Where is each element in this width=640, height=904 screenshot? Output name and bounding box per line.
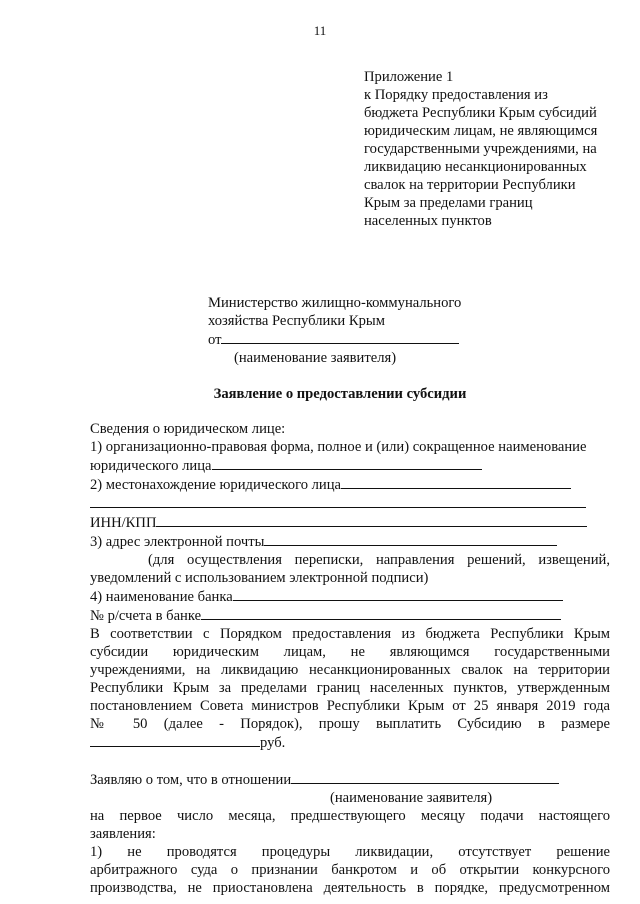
item-3-label: 3) адрес электронной почты — [90, 534, 265, 550]
item-1-text: 1) организационно-правовая форма, полное и (или) сокращенное наименование — [90, 439, 587, 455]
email-blank[interactable] — [264, 532, 557, 546]
applicant-name-blank[interactable] — [221, 330, 459, 344]
item-4-label: 4) наименование банка — [90, 589, 233, 605]
paragraph-line: Республики Крым за пределами границ населенных пунктов, утвержденным — [90, 680, 610, 696]
paragraph-line: арбитражного суда о признании банкротом и об открытии конкурсного — [90, 862, 610, 878]
declare-applicant-blank[interactable] — [291, 770, 559, 784]
account-label: № р/счета в банке — [90, 608, 202, 624]
page-number: 11 — [313, 23, 327, 38]
appendix-line: государственными учреждениями, на — [364, 141, 597, 157]
paragraph-line: постановлением Совета министров Республики Крым от 25 января 2019 года — [90, 698, 610, 714]
legal-entity-heading: Сведения о юридическом лице: — [90, 421, 286, 437]
inn-label: ИНН/КПП — [90, 515, 157, 531]
addressee-line: хозяйства Республики Крым — [208, 313, 385, 329]
applicant-caption: (наименование заявителя) — [234, 350, 397, 366]
account-line — [90, 606, 610, 625]
paragraph-line: учреждениями, на ликвидацию несанкционированных свалок на территории — [90, 662, 610, 678]
appendix-line: юридическим лицам, не являющимся — [364, 123, 598, 139]
appendix-line: свалок на территории Республики — [364, 177, 576, 193]
bank-blank[interactable] — [233, 587, 563, 601]
location-blank-2[interactable] — [90, 494, 586, 508]
declare-label: Заявляю о том, что в отношении — [90, 772, 292, 788]
addressee-line: Министерство жилищно-коммунального — [208, 295, 462, 311]
document-title: Заявление о предоставлении субсидии — [213, 386, 467, 402]
paragraph-line: № 50 (далее - Порядок), прошу выплатить Субсидию в размере — [90, 716, 610, 732]
rub-label: руб. — [260, 735, 286, 751]
paragraph-line: 1) не проводятся процедуры ликвидации, отсутствует решение — [90, 844, 610, 860]
from-label: от — [208, 332, 222, 348]
appendix-line: Приложение 1 — [364, 69, 454, 85]
appendix-line: населенных пунктов — [364, 213, 492, 229]
inn-blank[interactable] — [156, 513, 587, 527]
inn-line — [90, 513, 610, 532]
amount-line — [90, 733, 610, 752]
appendix-line: к Порядку предоставления из — [364, 87, 548, 103]
item-3-line — [90, 532, 610, 551]
paragraph-line: заявления: — [90, 826, 156, 842]
paragraph-line: производства, не приостановлена деятельность в порядке, предусмотренном — [90, 880, 610, 896]
paragraph-line: В соответствии с Порядком предоставления из бюджета Республики Крым — [90, 626, 610, 642]
item-3-note-cont: уведомлений с использованием электронной подписи) — [90, 570, 429, 586]
entity-name-blank[interactable] — [212, 456, 482, 470]
appendix-line: ликвидацию несанкционированных — [364, 159, 587, 175]
item-4-line — [90, 587, 610, 606]
declare-line — [90, 770, 610, 789]
appendix-line: бюджета Республики Крым субсидий — [364, 105, 597, 121]
amount-blank[interactable] — [90, 733, 260, 747]
paragraph-line: на первое число месяца, предшествующего месяцу подачи настоящего — [90, 808, 610, 824]
item-2-label: 2) местонахождение юридического лица — [90, 477, 342, 493]
appendix-line: Крым за пределами границ — [364, 195, 533, 211]
paragraph-line: субсидии юридическим лицам, не являющимся государственными — [90, 644, 610, 660]
item-2-line — [90, 475, 610, 494]
addressee-block — [208, 294, 461, 367]
item-1-label: юридического лица — [90, 458, 212, 474]
appendix-header — [364, 68, 624, 230]
declare-caption: (наименование заявителя) — [330, 790, 493, 806]
application-form — [90, 420, 610, 897]
spacer — [90, 752, 610, 770]
from-line — [208, 330, 461, 349]
item-3-note: (для осуществления переписки, направления решений, извещений, — [148, 552, 610, 568]
item-2-continuation — [90, 494, 610, 513]
account-blank[interactable] — [201, 606, 561, 620]
item-1-line — [90, 456, 610, 475]
location-blank[interactable] — [341, 475, 571, 489]
